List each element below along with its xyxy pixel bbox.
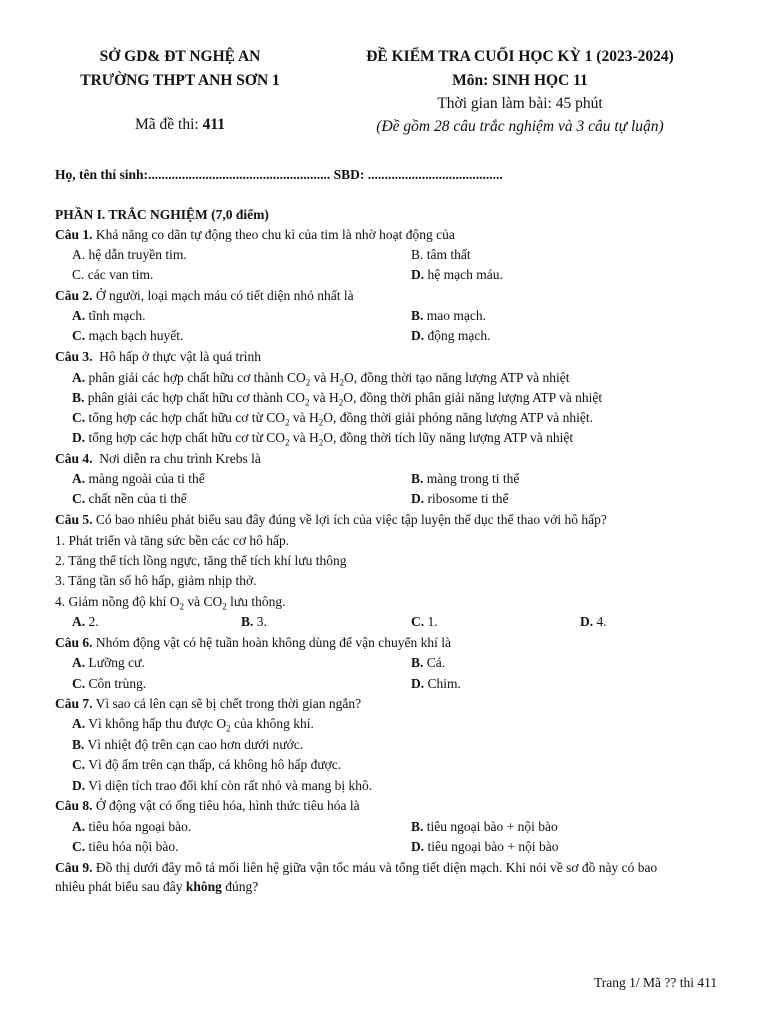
question-8-text: Ở động vật có ống tiêu hóa, hình thức tiêu hóa là [95,798,360,813]
q8-option-c: C. tiêu hóa nội bào. [72,839,179,854]
question-1-number: Câu 1. [55,227,93,242]
q2-option-d: D. động mạch. [411,328,491,343]
q3-option-b: B. phân giải các hợp chất hữu cơ thành $CO_2$ và $H_2O$, đồng thời phân giải năng lượng ATP và nhiệt [72,390,603,408]
question-4-text: Nơi diễn ra chu trình Krebs là [99,451,261,466]
subject: Môn: SINH HỌC 11 [452,72,588,89]
q1-option-a: A. hệ dẫn truyền tim. [72,247,187,262]
q5-option-a: A. 2. [72,614,99,629]
q4-option-c: C. chất nền của ti thể [72,491,187,506]
question-1-text: Khả năng co dãn tự động theo chu kì của tim là nhờ hoạt động của [95,227,455,242]
exam-title: ĐỀ KIỂM TRA CUỐI HỌC KỲ 1 (2023-2024) [366,48,674,65]
q4-option-a: A. màng ngoài của ti thể [72,471,205,486]
q2-option-c: C. mạch bạch huyết. [72,328,184,343]
question-9-text-line-2: nhiêu phát biểu sau đây không đúng? [55,879,259,894]
question-9-number: Câu 9. [55,860,93,875]
question-2 [55,286,354,306]
q5-statement-4: 4. Giảm nồng độ khí $O_2$ và $CO_2$ lưu thông. [55,594,286,612]
page-footer: Trang 1/ Mã ?? thi 411 [594,975,718,990]
exam-code [55,116,305,134]
question-5-text: Có bao nhiêu phát biểu sau đây đúng về lợi ích của việc tập luyện thể dục thể thao với hô hấp? [95,512,607,527]
question-5-number: Câu 5. [55,512,93,527]
q7-option-b: B. Vì nhiệt độ trên cạn cao hơn dưới nước. [72,737,304,752]
q7-option-d: D. Vì diện tích trao đổi khí còn rất nhỏ và mang bị khô. [72,778,373,793]
q5-option-c: C. 1. [411,614,438,629]
q1-option-c: C. các van tim. [72,267,154,282]
q2-option-a: A. tĩnh mạch. [72,308,146,323]
q8-option-d: D. tiêu ngoại bào + nội bào [411,839,559,854]
q3-option-c: C. tổng hợp các hợp chất hữu cơ từ $CO_2$ và $H_2O$, đồng thời giải phóng năng lượng ATP và nhiệt. [72,410,593,428]
exam-code-label: Mã đề thi: [135,116,199,133]
exam-code-value: 411 [202,116,225,133]
question-6-text: Nhóm động vật có hệ tuần hoàn không dùng để vận chuyển khí là [95,635,451,650]
q5-option-d: D. 4. [580,614,607,629]
q3-option-a: A. phân giải các hợp chất hữu cơ thành $CO_2$ và $H_2O$, đồng thời tạo năng lượng ATP và nhiệt [72,370,570,388]
question-7 [55,694,361,714]
question-4-number: Câu 4. [55,451,93,466]
question-2-number: Câu 2. [55,288,93,303]
exam-composition: (Đề gồm 28 câu trắc nghiệm và 3 câu tự luận) [376,118,664,135]
question-7-text: Vì sao cá lên cạn sẽ bị chết trong thời gian ngắn? [95,696,362,711]
q1-option-d: D. hệ mạch máu. [411,267,503,282]
question-6-number: Câu 6. [55,635,93,650]
q6-option-b: B. Cá. [411,655,446,670]
question-3-text: Hô hấp ở thực vật là quá trình [99,349,262,364]
candidate-line [55,165,503,185]
question-4 [55,449,261,469]
question-3 [55,347,261,367]
question-8 [55,796,360,816]
q5-option-b: B. 3. [241,614,267,629]
question-9-text: Đồ thị dưới đây mô tả mối liên hệ giữa vận tốc máu và tổng tiết diện mạch. Khi nói về sơ đồ này có bao [95,860,658,875]
q4-option-d: D. ribosome ti thể [411,491,509,506]
q3-option-d: D. tổng hợp các hợp chất hữu cơ từ $CO_2$ và $H_2O$, đồng thời tích lũy năng lượng ATP và nhiệt [72,430,574,448]
q6-option-d: D. Chim. [411,676,461,691]
q1-option-b: B. tâm thất [411,247,471,262]
question-6 [55,633,451,653]
question-2-text: Ở người, loại mạch máu có tiết diện nhỏ nhất là [95,288,354,303]
q4-option-b: B. màng trong ti thể [411,471,520,486]
q5-statement-2: 2. Tăng thể tích lồng ngực, tăng thể tích khí lưu thông [55,553,347,568]
q6-option-c: C. Côn trùng. [72,676,147,691]
question-8-number: Câu 8. [55,798,93,813]
section-title: PHẦN I. TRẮC NGHIỆM (7,0 điểm) [55,207,269,222]
q7-option-a: A. Vì không hấp thu được $O_2$ của không khí. [72,716,314,734]
candidate-name-field: ...................................................... [148,167,331,182]
question-1 [55,225,455,245]
q6-option-a: A. Lưỡng cư. [72,655,145,670]
school-name: TRƯỜNG THPT ANH SƠN 1 [80,72,280,89]
sbd-label: SBD: [333,167,365,182]
question-9 [55,858,657,878]
q5-statement-1: 1. Phát triển và tăng sức bền các cơ hô hấp. [55,533,290,548]
question-7-number: Câu 7. [55,696,93,711]
department-name: SỞ GD& ĐT NGHỆ AN [99,48,261,65]
question-3-number: Câu 3. [55,349,93,364]
q8-option-a: A. tiêu hóa ngoại bào. [72,819,192,834]
q7-option-c: C. Vì độ ẩm trên cạn thấp, cá không hô hấp được. [72,757,342,772]
sbd-field: ........................................ [367,167,503,182]
question-5 [55,510,607,530]
candidate-name-label: Họ, tên thí sinh: [55,167,149,182]
duration: Thời gian làm bài: 45 phút [437,95,603,112]
q8-option-b: B. tiêu ngoại bào + nội bào [411,819,558,834]
q2-option-b: B. mao mạch. [411,308,486,323]
q5-statement-3: 3. Tăng tần số hô hấp, giảm nhịp thở. [55,573,257,588]
